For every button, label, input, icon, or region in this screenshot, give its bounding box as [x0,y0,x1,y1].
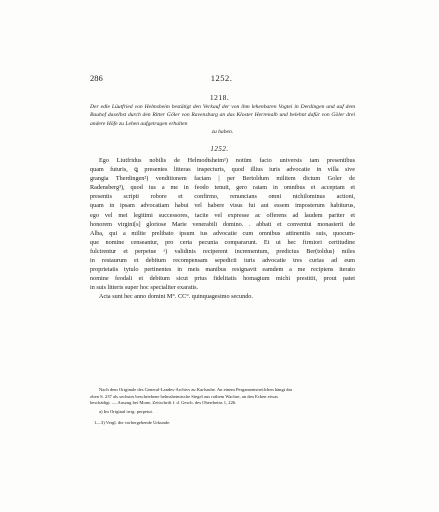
charter-line: fulcirentur et perpetue ᵃ) validinis reciperent incrementum, predictus Ber(toldus) miles [90,247,355,255]
charter-line: presentis scripti robore et confirmo, renuncians omni nichilominus actioni, [90,193,355,201]
document-number: 1218. [209,93,230,102]
charter-line: ego vel mei legitimi successores, tacite vel expresse ac offerens ad laudem pariter et [90,211,355,219]
charter-line: proprietatis tytulo pertinentes in meis manibus resignavit eamdem a me recipiens iterato [90,266,355,274]
charter-line: in restaurum et debitum recompensam sepedicti iuris advocatie tres curias ad eum [90,257,355,265]
charter-text [90,156,355,302]
source-note-line: oben S. 237 als sechstes beschriebene helmsheimische Siegel aus rothem Wachse, an den Ecken etwas [90,393,279,399]
charter-line: grangia Therdingen²) venditionem factam | per Bertoldum militem dictum Goler de [90,175,355,183]
source-note [90,387,355,407]
page-header [90,73,353,85]
page-number: 286 [90,73,103,83]
charter-line: que nomine censeantur, pro certa pecunia compararunt. Et ut hec firmiori certitudine [90,238,355,246]
regest-line: Kloster Herrenalb und belehnt dafür von Göler drei andere Höfe zu Lehen aufgetragen erhalten [90,112,355,127]
footnote-a: a) Im Original irrig: perpetui. [99,409,153,414]
source-note-line: Nach dem Originale des General-Landes-Archivs zu Karlsruhe. An einem Pergamentstreifchen hängt das [99,387,293,392]
regest-line: Der edle Lüutfried von Helmsheim bestätigt den Verkauf der von ihm lehenbaren Vogtei in [90,104,299,110]
charter-line: Ego Liutfridus nobilis de Helmodtsheim¹) notūm facio universis tam presentibus [99,157,355,164]
regest-line: Derdingen und auf dem Bauhof daselbst durch den Ritter Göler von Ravensburg an das [90,104,355,119]
charter-line: Alba, qui a milite prelibato ipsum ius advocatie cum omnibus attinentiis suis, quocum- [90,229,355,237]
footnote-1-3: 1—3) Vergl. die vorhergehende Urkunde. [94,420,171,425]
regest-summary [90,103,355,137]
regest-line: zu haben. [211,129,234,136]
charter-line: honorem virgini[s] gloriose Marie venerabili domino. . abbati et conventui monasterii de [90,220,355,228]
charter-line: in suis litteris super hoc specialiter exaratis. [90,284,199,292]
charter-line: quam in ipsam advocatiam habui vel habere visus fui aut essem imposterum habiturus, [90,202,355,210]
document-date: 1252. [210,145,229,153]
charter-dating-clause: Acta sunt hec anno domini M°. CC°. quinquagesimo secundo. [99,293,253,301]
source-note-line: beschädigt. — Auszug bei Mone, Zeitschrift f. d. Gesch. des Oberrheins 1, 226. [90,400,237,406]
charter-line: quam futuris, ꝗ presentes litteras inspecturis, quod illius iuris advocatie in villa sive [90,166,355,174]
charter-line: Radensberg³), quod ius a me in feodo tenuit, gero ratam in omnibus et acceptam et [90,184,355,192]
charter-line: nomine feodali et debitum sicut prius fidelitatis homagium michi prestitit, prout patet [90,275,355,283]
running-header-year: 1252. [210,73,233,83]
